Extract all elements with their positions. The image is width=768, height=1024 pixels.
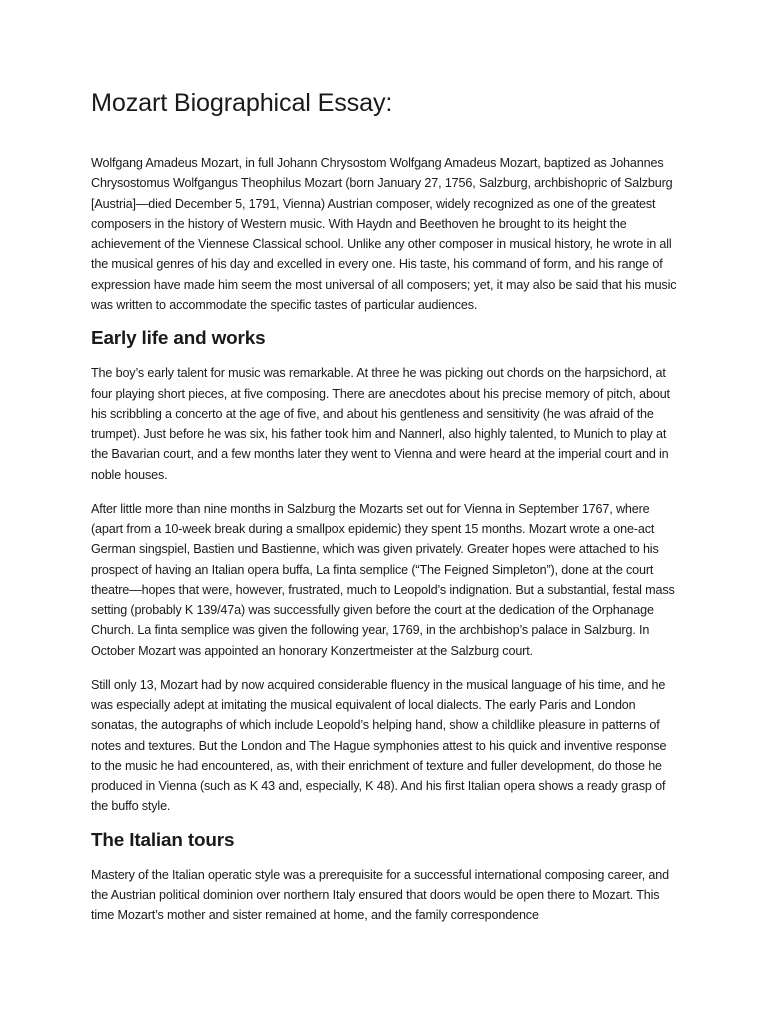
vienna-paragraph: After little more than nine months in Salzburg the Mozarts set out for Vienna in September 1767, where (apart from a 10-week break during a smallpox epidemic) they spent 15 months. Mozart wrote a one-act German singspiel, Bastien und Bastienne, which was given privately. Greater hopes were attached to his prospect of having an Italian opera buffa, La finta semplice (“The Feigned Simpleton”), done at the court theatre—hopes that were, however, frustrated, much to Leopold’s indignation. But a substantial, festal mass setting (probably K 139/47a) was successfully given before the court at the dedication of the Orphanage Church. La finta semplice was given the following year, 1769, in the archbishop’s palace in Salzburg. In October Mozart was appointed an honorary Konzertmeister at the Salzburg court.	[91, 501, 675, 658]
fluency-paragraph: Still only 13, Mozart had by now acquired considerable fluency in the musical language of his time, and he was especially adept at imitating the musical equivalent of local dialects. The early Paris and London sonatas, the autographs of which include Leopold’s helping hand, show a childlike pleasure in patterns of notes and textures. But the London and The Hague symphonies attest to his quick and inventive response to the music he had encountered, as, with their enrichment of texture and fuller development, do those he produced in Vienna (such as K 43 and, especially, K 48). And his first Italian opera shows a ready grasp of the buffo style.	[91, 677, 667, 814]
early-talent-paragraph: The boy’s early talent for music was remarkable. At three he was picking out chords on the harpsichord, at four playing short pieces, at five composing. There are anecdotes about his precise memory of pitch, about his scribbling a concerto at the age of five, and about his gentleness and sensitivity (he was afraid of the trumpet). Just before he was six, his father took him and Nannerl, also highly talented, to Munich to play at the Bavarian court, and a few months later they went to Vienna and were heard at the imperial court and in noble houses.	[91, 366, 670, 482]
intro-paragraph: Wolfgang Amadeus Mozart, in full Johann Chrysostom Wolfgang Amadeus Mozart, baptized as Johannes Chrysostomus Wolfgangus Theophilus Mozart (born January 27, 1756, Salzburg, archbishopric of Salzburg [Austria]—died December 5, 1791, Vienna) Austrian composer, widely recognized as one of the greatest composers in the history of Western music. With Haydn and Beethoven he brought to its height the achievement of the Viennese Classical school. Unlike any other composer in musical history, he wrote in all the musical genres of his day and excelled in every one. His taste, his command of form, and his range of expression have made him seem the most universal of all composers; yet, it may also be said that his music was written to accommodate the specific tastes of particular audiences.	[91, 156, 677, 312]
document-body	[91, 89, 679, 940]
italian-style-paragraph: Mastery of the Italian operatic style was a prerequisite for a successful international composing career, and the Austrian political dominion over northern Italy ensured that doors would be open there to Mozart. This time Mozart’s mother and sister remained at home, and the family correspondence	[91, 867, 669, 923]
section-heading-italian-tours: The Italian tours	[91, 829, 235, 851]
document-title: Mozart Biographical Essay:	[91, 89, 393, 117]
section-heading-early-life: Early life and works	[91, 328, 266, 349]
title-spacer	[91, 113, 679, 153]
